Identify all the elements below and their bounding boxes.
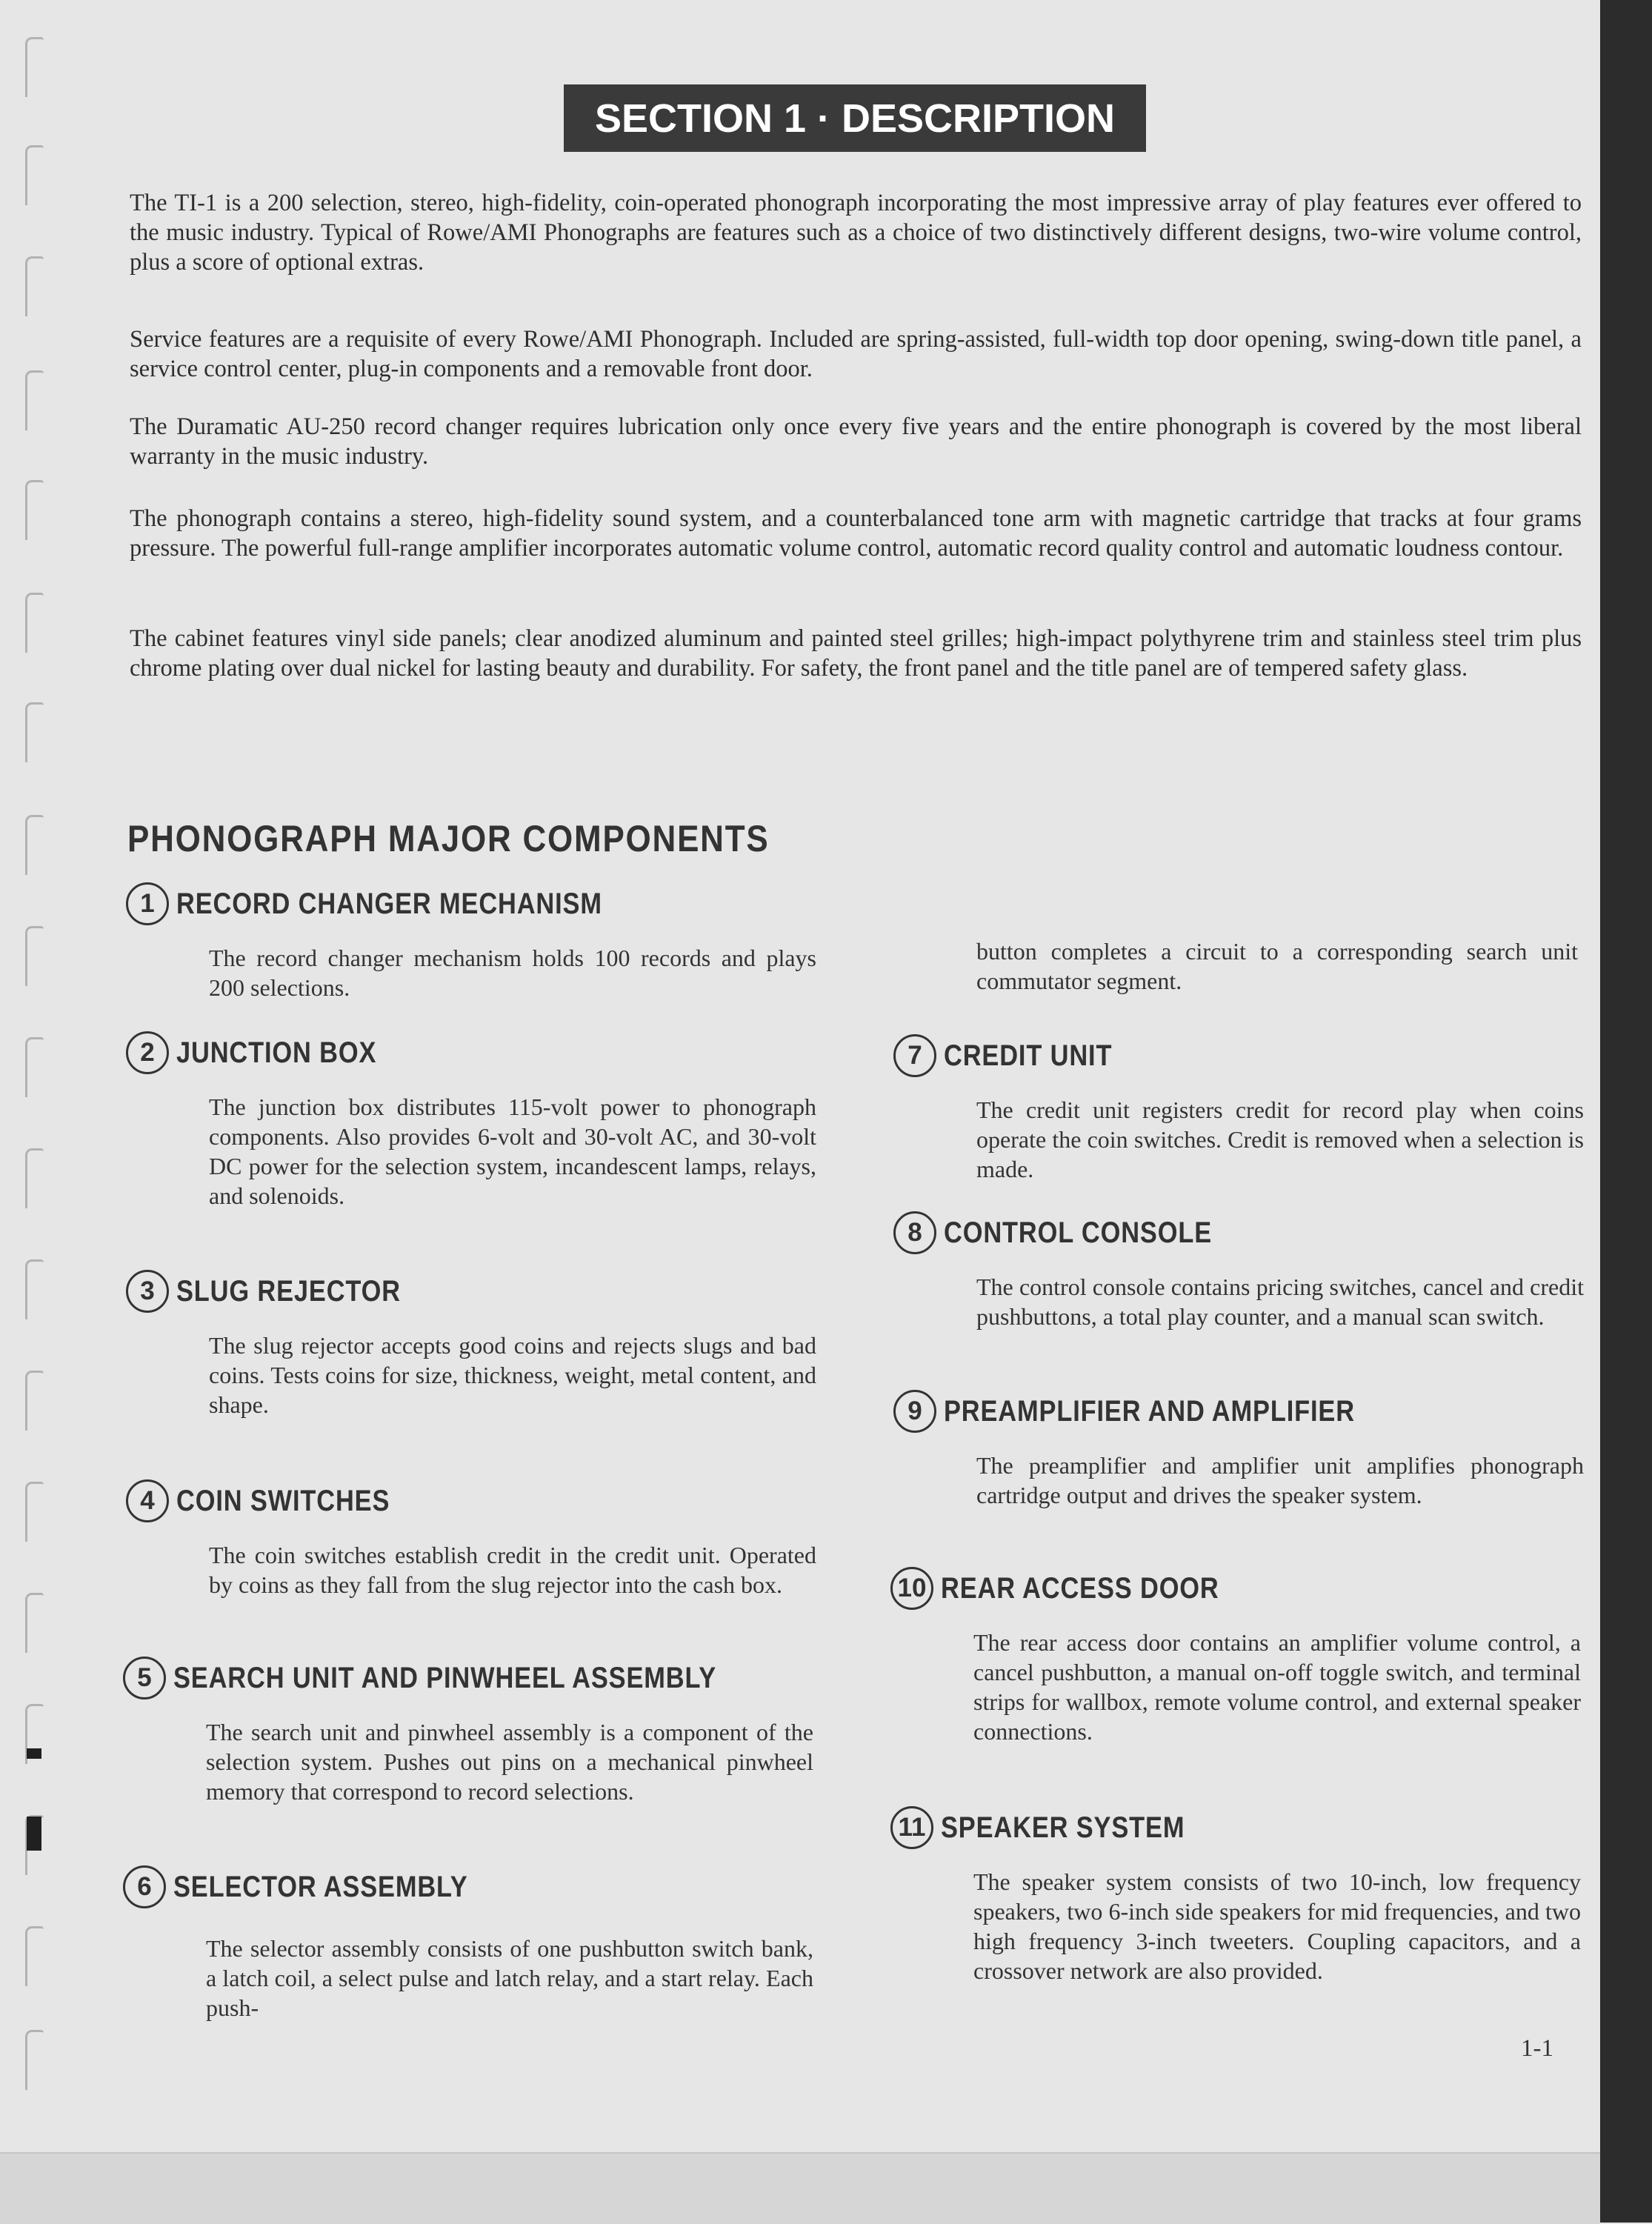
- binder-hole: [25, 37, 44, 97]
- component-number: 5: [123, 1657, 166, 1699]
- component-number: 7: [893, 1034, 936, 1077]
- component-description: The coin switches establish credit in the credit unit. Operated by coins as they fall from the slug rejector into the cash box.: [209, 1542, 816, 1598]
- intro-paragraph: Service features are a requisite of every Rowe/AMI Phonograph. Included are spring-assisted, full-width top door opening, swing-down title panel, a service control center, plug-in components and a removable front door.: [130, 326, 1582, 382]
- component-title: REAR ACCESS DOOR: [941, 1571, 1219, 1605]
- component-title: COIN SWITCHES: [176, 1484, 390, 1517]
- binder-hole: [25, 1926, 44, 1986]
- component-title: RECORD CHANGER MECHANISM: [176, 887, 602, 920]
- binder-hole: [25, 1593, 44, 1653]
- components-heading: PHONOGRAPH MAJOR COMPONENTS: [127, 818, 770, 859]
- component-description: The search unit and pinwheel assembly is a component of the selection system. Pushes out pins on a mechanical pinwheel memory that correspond to record selections.: [206, 1719, 813, 1805]
- selector-continuation: button completes a circuit to a corresponding search unit commutator segment.: [976, 938, 1578, 994]
- page-number: 1-1: [1521, 2035, 1553, 2062]
- binder-hole: [25, 1037, 44, 1097]
- component-description: The preamplifier and amplifier unit amplifies phonograph cartridge output and drives the speaker system.: [976, 1452, 1584, 1508]
- component-description: The record changer mechanism holds 100 records and plays 200 selections.: [209, 945, 816, 1001]
- binder-hole: [25, 815, 44, 875]
- binder-hole: [25, 145, 44, 205]
- component-description: The slug rejector accepts good coins and rejects slugs and bad coins. Tests coins for size, thickness, weight, metal content, and shape.: [209, 1332, 816, 1418]
- component-number: 8: [893, 1211, 936, 1254]
- index-tab-mark: [27, 1748, 41, 1759]
- component-description: The selector assembly consists of one pushbutton switch bank, a latch coil, a select pulse and latch relay, and a start relay. Each push-: [206, 1935, 813, 2021]
- component-control-console: [893, 1210, 1584, 1331]
- component-title: SEARCH UNIT AND PINWHEEL ASSEMBLY: [173, 1661, 717, 1694]
- binder-hole: [25, 1148, 44, 1208]
- component-description: The junction box distributes 115-volt power to phonograph components. Also provides 6-volt and 30-volt AC, and 30-volt DC power for the selection system, incandescent lamps, relays, and solenoids.: [209, 1093, 816, 1209]
- section-title-banner: SECTION 1 · DESCRIPTION: [564, 84, 1146, 152]
- component-record-changer: [126, 881, 816, 1002]
- component-search-unit: [123, 1655, 813, 1806]
- component-title: CREDIT UNIT: [944, 1039, 1113, 1072]
- component-amplifier: [893, 1388, 1584, 1510]
- binder-hole: [25, 480, 44, 540]
- intro-paragraph: The Duramatic AU-250 record changer requires lubrication only once every five years and the entire phonograph is covered by the most liberal warranty in the music industry.: [130, 413, 1582, 470]
- component-title: CONTROL CONSOLE: [944, 1216, 1213, 1249]
- component-number: 10: [890, 1567, 933, 1610]
- intro-paragraph: The phonograph contains a stereo, high-fidelity sound system, and a counterbalanced tone arm with magnetic cartridge that tracks at four grams pressure. The powerful full-range amplifier incorporates automatic volume control, automatic record quality control and automatic loudness contour.: [130, 505, 1582, 562]
- component-title: SLUG REJECTOR: [176, 1274, 402, 1308]
- component-credit-unit: [893, 1033, 1584, 1184]
- component-title: SPEAKER SYSTEM: [941, 1811, 1185, 1844]
- intro-paragraph: The TI-1 is a 200 selection, stereo, high-fidelity, coin-operated phonograph incorporating the most impressive array of play features ever offered to the music industry. Typical of Rowe/AMI Phonographs are features such as a choice of two distinctively different designs, two-wire volume control, plus a score of optional extras.: [130, 190, 1582, 276]
- binder-hole: [25, 1371, 44, 1431]
- intro-paragraph: The cabinet features vinyl side panels; clear anodized aluminum and painted steel grilles; high-impact polythyrene trim and stainless steel trim plus chrome plating over dual nickel for lasting beauty and durability. For safety, the front panel and the title panel are of tempered safety glass.: [130, 625, 1582, 682]
- component-coin-switches: [126, 1478, 816, 1599]
- component-description: The rear access door contains an amplifier volume control, a cancel pushbutton, a manual on-off toggle switch, and terminal strips for wallbox, remote volume control, and external speaker connections.: [973, 1629, 1581, 1745]
- component-speaker-system: [890, 1805, 1581, 1985]
- binder-holes: [15, 0, 67, 2152]
- component-title: JUNCTION BOX: [176, 1036, 377, 1069]
- binder-hole: [25, 702, 44, 762]
- component-description: The credit unit registers credit for record play when coins operate the coin switches. Credit is removed when a selection is made.: [976, 1096, 1584, 1182]
- component-slug-rejector: [126, 1268, 816, 1419]
- binder-hole: [25, 2030, 44, 2090]
- component-junction-box: [126, 1030, 816, 1211]
- component-description: The control console contains pricing switches, cancel and credit pushbuttons, a total play counter, and a manual scan switch.: [976, 1274, 1584, 1330]
- component-number: 3: [126, 1270, 169, 1313]
- binder-hole: [25, 926, 44, 986]
- component-selector-assembly: [123, 1864, 813, 2022]
- binder-hole: [25, 1259, 44, 1319]
- component-number: 9: [893, 1390, 936, 1433]
- binder-hole: [25, 370, 44, 430]
- index-tab-mark: [27, 1817, 41, 1851]
- component-number: 2: [126, 1031, 169, 1074]
- component-number: 6: [123, 1865, 166, 1908]
- page-bottom-edge: [0, 2152, 1600, 2224]
- component-title: PREAMPLIFIER AND AMPLIFIER: [944, 1394, 1355, 1428]
- component-rear-access-door: [890, 1565, 1581, 1746]
- component-description: The speaker system consists of two 10-inch, low frequency speakers, two 6-inch side speakers for mid frequencies, and two high frequency 3-inch tweeters. Coupling capacitors, and a crossover network are also provided.: [973, 1868, 1581, 1984]
- component-number: 11: [890, 1806, 933, 1849]
- scan-border: [1600, 0, 1652, 2223]
- binder-hole: [25, 256, 44, 316]
- binder-hole: [25, 593, 44, 653]
- component-number: 1: [126, 882, 169, 925]
- binder-hole: [25, 1482, 44, 1542]
- component-number: 4: [126, 1479, 169, 1522]
- component-title: SELECTOR ASSEMBLY: [173, 1870, 468, 1903]
